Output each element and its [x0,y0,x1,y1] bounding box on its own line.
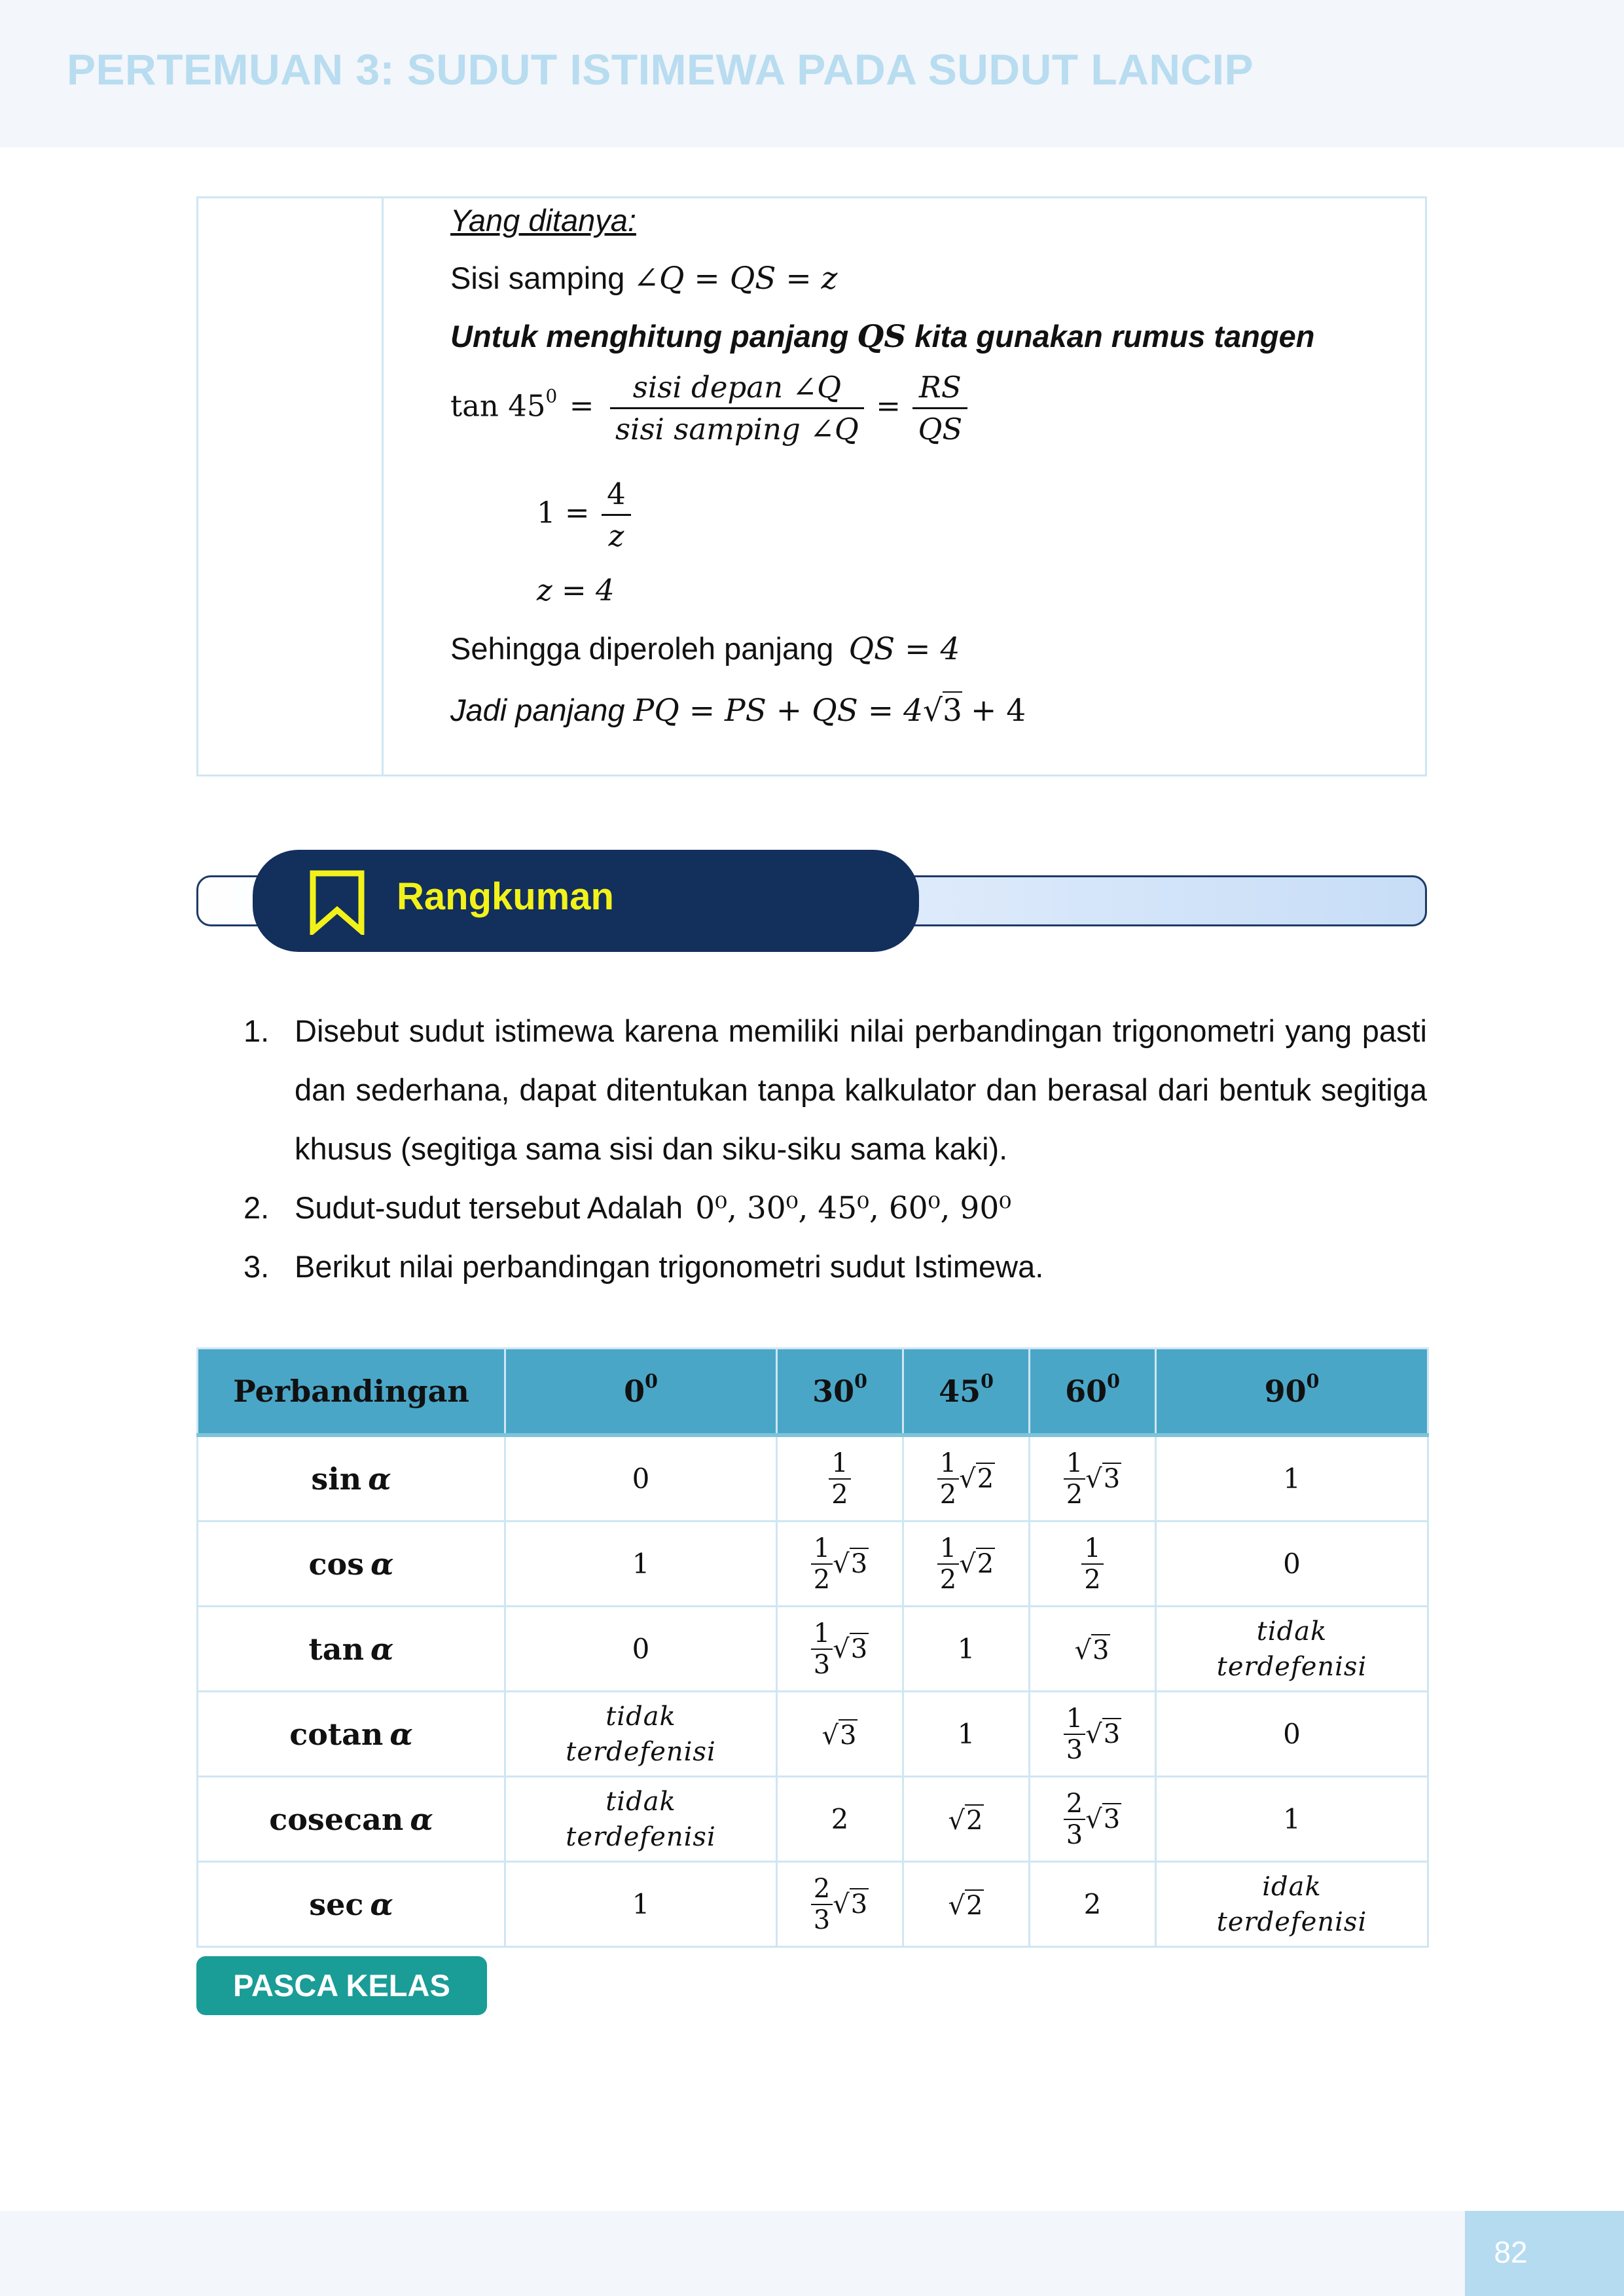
table-cell: $\frac{1}{2}$ [1030,1522,1156,1607]
table-cell: 1 [1156,1777,1428,1862]
table-cell: √2 [903,1777,1030,1862]
table-cell: $\frac{1}{3}$ √3 [777,1607,903,1692]
table-cell: 1 [903,1607,1030,1692]
page-header [0,0,1624,147]
angle-list: 0⁰, 30⁰, 45⁰, 60⁰, 90⁰ [695,1190,1012,1226]
table-row [198,1522,1428,1607]
table-cell: 0 [505,1435,777,1522]
table-cell: $\frac{1}{2}$ √2 [903,1522,1030,1607]
example-solution-box [196,196,1427,776]
table-row [198,1862,1428,1947]
table-cell: $\frac{1}{2}$ [777,1435,903,1522]
header-cell: Perbandingan [198,1349,505,1436]
bookmark-icon [308,869,367,935]
page-footer [0,2211,1624,2296]
table-cell: $\frac{2}{3}$ √3 [777,1862,903,1947]
side-line: Sisi samping ∠Q = QS = z [450,261,838,297]
header-cell: $90^0$ [1156,1349,1428,1436]
table-cell: 1 [505,1522,777,1607]
pasca-kelas-label: PASCA KELAS [196,1956,487,2015]
table-cell: tidak terdefenisi [1156,1607,1428,1692]
table-cell: 1 [1156,1435,1428,1522]
table-cell: √3 [777,1692,903,1777]
table-cell: $\frac{1}{3}$ √3 [1030,1692,1156,1777]
table-cell: 2 [777,1777,903,1862]
table-cell: 0 [1156,1522,1428,1607]
table-cell: 1 [903,1692,1030,1777]
row-label: cotan α [198,1692,505,1777]
result-line: Sehingga diperoleh panjang QS = 4 [450,631,960,667]
box-divider [382,198,384,774]
equation-line-1: 1 = $\frac{4}{z}$ [537,477,635,553]
row-label: sec α [198,1862,505,1947]
table-cell: 2 [1030,1862,1156,1947]
tangent-ratio-fraction: $\frac{RS}{QS}$ [912,370,967,446]
table-cell: √2 [903,1862,1030,1947]
page-number-box [1465,2211,1624,2296]
table-cell: 1 [505,1862,777,1947]
table-cell: $\frac{1}{2}$ √3 [777,1522,903,1607]
header-cell: $0^0$ [505,1349,777,1436]
table-cell: idak terdefenisi [1156,1862,1428,1947]
summary-title: Rangkuman [397,875,614,918]
table-row [198,1692,1428,1777]
header-cell: $30^0$ [777,1349,903,1436]
header-cell: $60^0$ [1030,1349,1156,1436]
side-expression: ∠Q = QS = z [633,261,838,297]
conclusion-line: Jadi panjang PQ = PS + QS = 4√3 + 4 [450,693,1026,729]
row-label: tan α [198,1607,505,1692]
row-label: cosecan α [198,1777,505,1862]
table-row [198,1777,1428,1862]
header-cell: $45^0$ [903,1349,1030,1436]
tangent-formula: $\tan 45^0$ = $\frac{\text{sisi depan ∠Q}}{\text{sisi samping ∠Q}}$ = $\frac{RS}{QS}$ [450,370,971,446]
method-line: Untuk menghitung panjang QS kita gunakan rumus tangen [450,319,1315,355]
row-label: cos α [198,1522,505,1607]
table-cell: $\frac{1}{2}$ √3 [1030,1435,1156,1522]
table-body [198,1435,1428,1947]
header-title: PERTEMUAN 3: SUDUT ISTIMEWA PADA SUDUT LANCIP [67,45,1254,94]
table-cell: tidak terdefenisi [505,1777,777,1862]
table-header-row [198,1349,1428,1436]
table-cell: $\frac{2}{3}$ √3 [1030,1777,1156,1862]
page-number: 82 [1494,2235,1528,2269]
table-row [198,1435,1428,1522]
trig-values-table [196,1347,1429,1948]
equation-line-2: z = 4 [537,573,615,608]
table-cell: 0 [1156,1692,1428,1777]
table-cell: tidak terdefenisi [505,1692,777,1777]
table-cell: $\frac{1}{2}$ √2 [903,1435,1030,1522]
table-row [198,1607,1428,1692]
table-cell: √3 [1030,1607,1156,1692]
tangent-fraction: $\frac{\text{sisi depan ∠Q}}{\text{sisi samping ∠Q}}$ [610,370,864,446]
asked-label: Yang ditanya: [450,203,636,238]
table-cell: 0 [505,1607,777,1692]
row-label: sin α [198,1435,505,1522]
